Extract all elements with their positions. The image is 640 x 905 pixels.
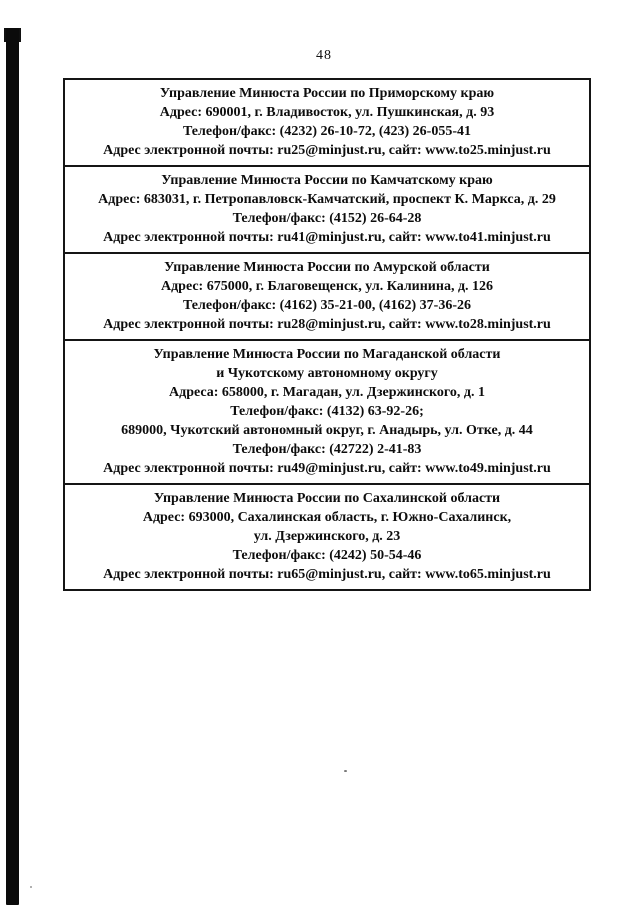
left-scan-bar — [6, 28, 19, 905]
table-row-amur — [65, 254, 589, 341]
office-address-line2: ул. Дзержинского, д. 23 — [253, 529, 401, 544]
office-email: Адрес электронной почты: ru28@minjust.ru, сайт: www.to28.minjust.ru — [103, 317, 551, 332]
table-row-primorsky — [65, 80, 589, 167]
office-address-2: 689000, Чукотский автономный округ, г. Анадырь, ул. Отке, д. 44 — [121, 423, 533, 438]
office-phone: Телефон/факс: (4242) 50-54-46 — [232, 548, 422, 563]
office-address: Адрес: 690001, г. Владивосток, ул. Пушкинская, д. 93 — [159, 105, 495, 120]
scan-speck — [344, 770, 347, 772]
office-address: Адрес: 683031, г. Петропавловск-Камчатский, проспект К. Маркса, д. 29 — [98, 192, 556, 207]
office-phone-2: Телефон/факс: (42722) 2-41-83 — [232, 442, 422, 457]
office-name: Управление Минюста России по Камчатскому краю — [161, 173, 493, 188]
office-phone: Телефон/факс: (4162) 35-21-00, (4162) 37-36-26 — [183, 298, 471, 313]
office-name: Управление Минюста России по Амурской области — [164, 260, 490, 275]
office-email: Адрес электронной почты: ru49@minjust.ru, сайт: www.to49.minjust.ru — [103, 461, 551, 476]
office-name: Управление Минюста России по Сахалинской области — [153, 491, 501, 506]
office-email: Адрес электронной почты: ru41@minjust.ru, сайт: www.to41.minjust.ru — [103, 230, 551, 245]
office-email: Адрес электронной почты: ru65@minjust.ru, сайт: www.to65.minjust.ru — [103, 567, 551, 582]
table-row-magadan-chukotka — [65, 341, 589, 485]
office-email: Адрес электронной почты: ru25@minjust.ru, сайт: www.to25.minjust.ru — [103, 143, 551, 158]
table-row-sakhalin — [65, 485, 589, 589]
office-address: Адреса: 658000, г. Магадан, ул. Дзержинского, д. 1 — [169, 385, 485, 400]
office-name: Управление Минюста России по Приморскому краю — [159, 86, 495, 101]
office-address: Адрес: 693000, Сахалинская область, г. Южно-Сахалинск, — [142, 510, 512, 525]
offices-table — [63, 78, 591, 591]
office-address: Адрес: 675000, г. Благовещенск, ул. Калинина, д. 126 — [160, 279, 494, 294]
office-phone: Телефон/факс: (4152) 26-64-28 — [232, 211, 422, 226]
office-phone: Телефон/факс: (4132) 63-92-26; — [230, 404, 424, 419]
office-name: Управление Минюста России по Магаданской области — [153, 347, 501, 362]
office-phone: Телефон/факс: (4232) 26-10-72, (423) 26-055-41 — [183, 124, 471, 139]
page-number: 48 — [316, 48, 332, 63]
table-row-kamchatka — [65, 167, 589, 254]
scan-speck-small — [30, 886, 32, 888]
office-name-line2: и Чукотскому автономному округу — [216, 366, 438, 381]
